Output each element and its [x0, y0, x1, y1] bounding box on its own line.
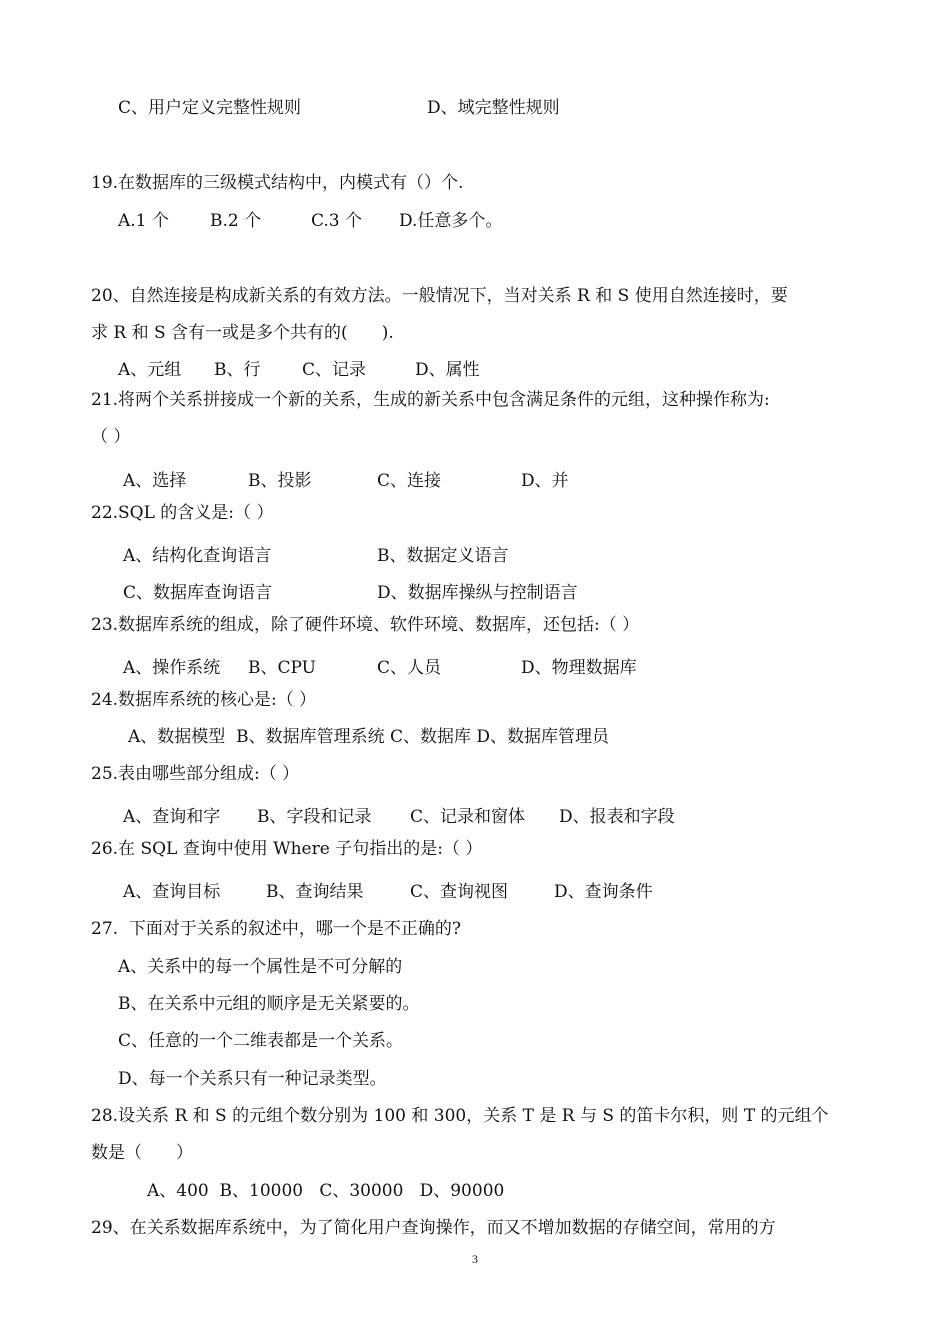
text-line: D、属性: [415, 360, 480, 380]
text-line: A、元组: [118, 360, 182, 380]
text-line: 21.将两个关系拼接成一个新的关系，生成的新关系中包含满足条件的元组，这种操作称为:: [91, 390, 770, 410]
text-line: 25.表由哪些部分组成:（ ）: [91, 764, 300, 784]
text-line: 28.设关系 R 和 S 的元组个数分别为 100 和 300，关系 T 是 R 与 S 的笛卡尔积，则 T 的元组个: [91, 1106, 829, 1126]
text-line: 29、在关系数据库系统中，为了简化用户查询操作，而又不增加数据的存储空间，常用的方: [91, 1218, 776, 1238]
text-line: D、报表和字段: [559, 807, 675, 827]
text-line: D、物理数据库: [521, 658, 637, 678]
text-line: A、选择: [123, 471, 187, 491]
text-line: A、数据模型 B、数据库管理系统 C、数据库 D、数据库管理员: [128, 727, 610, 747]
text-line: C、记录和窗体: [410, 807, 526, 827]
text-line: C、用户定义完整性规则: [118, 98, 302, 118]
text-line: B.2 个: [210, 211, 262, 231]
text-line: B、数据定义语言: [377, 546, 509, 566]
text-line: B、查询结果: [266, 882, 364, 902]
text-line: B、行: [214, 360, 261, 380]
text-line: A、400 B、10000 C、30000 D、90000: [147, 1181, 505, 1201]
text-line: 23.数据库系统的组成，除了硬件环境、软件环境、数据库，还包括:（ ）: [91, 615, 640, 635]
text-line: 求 R 和 S 含有一或是多个共有的( ).: [91, 323, 394, 343]
text-line: C、任意的一个二维表都是一个关系。: [118, 1031, 404, 1051]
text-line: D、数据库操纵与控制语言: [377, 583, 578, 603]
text-line: D、查询条件: [554, 882, 653, 902]
text-line: B、字段和记录: [257, 807, 372, 827]
text-line: C、查询视图: [410, 882, 509, 902]
text-line: 22.SQL 的含义是:（ ）: [91, 503, 274, 523]
text-line: B、在关系中元组的顺序是无关紧要的。: [118, 994, 420, 1014]
text-line: B、CPU: [248, 658, 316, 678]
text-line: D、并: [521, 471, 569, 491]
text-line: A、操作系统: [123, 658, 221, 678]
text-line: A、查询目标: [123, 882, 221, 902]
text-line: C.3 个: [311, 211, 363, 231]
text-line: A、查询和字: [123, 807, 221, 827]
text-line: A、关系中的每一个属性是不可分解的: [118, 957, 403, 977]
text-line: 20、自然连接是构成新关系的有效方法。一般情况下，当对关系 R 和 S 使用自然连接时，要: [91, 286, 788, 306]
text-line: C、数据库查询语言: [123, 583, 273, 603]
text-line: C、连接: [377, 471, 442, 491]
text-line: （ ）: [91, 427, 131, 447]
text-line: D、域完整性规则: [427, 98, 560, 118]
text-line: 27. 下面对于关系的叙述中，哪一个是不正确的?: [91, 919, 461, 939]
text-line: D、每一个关系只有一种记录类型。: [118, 1069, 387, 1089]
text-line: 24.数据库系统的核心是:（ ）: [91, 690, 317, 710]
text-line: A、结构化查询语言: [123, 546, 272, 566]
text-line: 19.在数据库的三级模式结构中，内模式有（）个.: [91, 173, 464, 193]
text-line: D.任意多个。: [399, 211, 503, 231]
text-line: A.1 个: [118, 211, 169, 231]
text-line: 数是（ ）: [91, 1143, 193, 1163]
text-line: B、投影: [248, 471, 312, 491]
text-line: C、人员: [377, 658, 442, 678]
text-line: 26.在 SQL 查询中使用 Where 子句指出的是:（ ）: [91, 839, 483, 859]
text-line: C、记录: [302, 360, 367, 380]
page-number: 3: [472, 1252, 478, 1266]
